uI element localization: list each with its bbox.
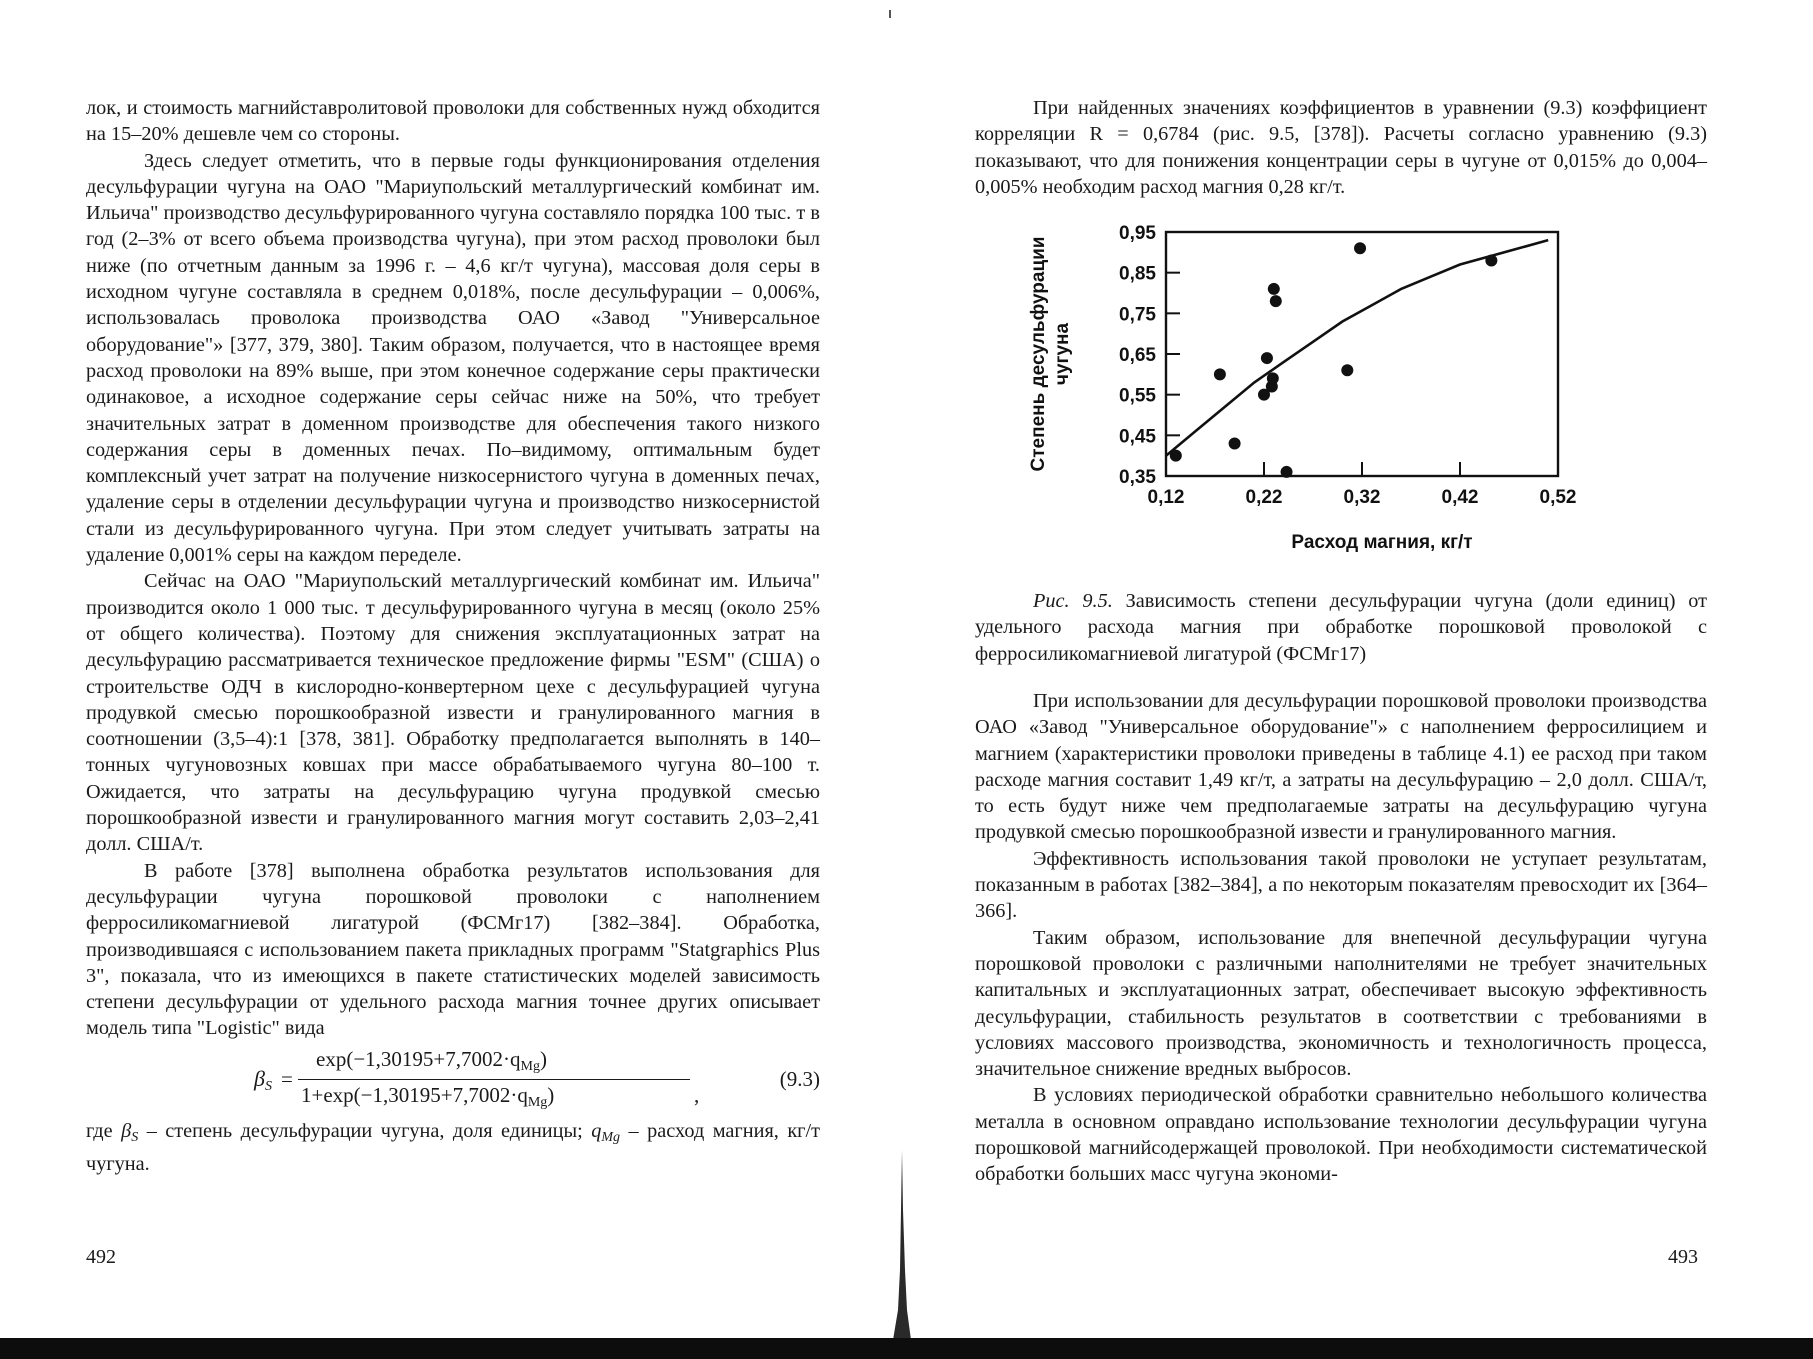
y-axis-label-line2: чугуна — [1052, 322, 1073, 386]
formula-numerator: $\exp(-1,30195+7,7002\cdot q_{Mg})$ — [316, 1046, 547, 1074]
paragraph: При использовании для десульфурации порошковой проволоки производства ОАО «Завод "Универсальное оборудование"» с наполнением ферросилицием и магнием (характеристики проволоки приведены в таблице 4.1) ее расход при таком расходе магния составит 1,49 кг/т, а затраты на десульфурацию – 2,0 долл. США/т, то есть будут ниже чем предполагаемые затраты на десульфурацию чугуна продувкой смесью порошкообразной извести и гранулированного магния. — [975, 690, 1707, 844]
data-point — [1170, 450, 1182, 462]
y-tick-label: 0,95 — [1119, 223, 1156, 244]
y-tick-label: 0,55 — [1119, 385, 1156, 407]
x-tick-label: 0,32 — [1343, 487, 1381, 508]
x-tick-label: 0,52 — [1539, 487, 1577, 508]
plot-frame — [1166, 232, 1558, 476]
chart-svg — [1020, 212, 1670, 582]
y-axis-label-line1: Степень десульфурации — [1028, 236, 1049, 472]
paragraph: В условиях периодической обработки сравнительно небольшого количества металла в основном оправдано использование технологии десульфурации чугуна порошковой магнийсодержащей проволокой. При необходимости систематической обработки больших масс чугуна экономи- — [975, 1084, 1707, 1186]
y-tick-label: 0,85 — [1119, 263, 1156, 285]
data-point — [1261, 352, 1273, 364]
x-axis-label: Расход магния, кг/т — [1291, 532, 1473, 553]
y-tick-label: 0,75 — [1119, 304, 1156, 326]
formula-equals: = — [281, 1066, 293, 1091]
x-tick-label: 0,42 — [1441, 487, 1479, 508]
formula-explanation: где $\beta_S$ – степень десульфурации чугуна, доля единицы; $q_{Mg}$ – расход магния, кг/т чугуна. — [86, 1119, 820, 1175]
y-tick-label: 0,45 — [1119, 426, 1156, 448]
equation-number: (9.3) — [779, 1066, 820, 1091]
data-point — [1485, 254, 1497, 266]
data-point — [1354, 242, 1366, 254]
formula-denominator: $1+\exp(-1,30195+7,7002\cdot q_{Mg})$ — [301, 1082, 555, 1110]
data-point — [1281, 466, 1293, 478]
paragraph: Здесь следует отметить, что в первые годы функционирования отделения десульфурации чугуна на ОАО "Мариупольский металлургический комбинат им. Ильича" производство десульфурированного чугуна составляло порядка 100 тыс. т в год (2–3% от всего объема производства чугуна), при этом расход проволоки был ниже (по отчетным данным за 1996 г. – 4,6 кг/т чугуна), массовая доля серы в исходном чугуне составляла в среднем 0,018%, после десульфурации – 0,006%, использовалась проволока производства ОАО «Завод "Универсальное оборудование"» [377, 379, 380]. Таким образом, получается, что в настоящее время расход проволоки на 89% выше, при этом конечное содержание серы практически одинаковое, а исходное содержание серы сейчас ниже на 50%, что требует значительных затрат в доменном производстве для обеспечения такого низкого содержания серы в доменных печах. По–видимому, оптимальным будет комплексный учет затрат на получение низкосернистого чугуна в доменных печах, удаление серы в отделении десульфурации чугуна и производство низкосернистой стали из десульфурированного чугуна. При этом следует учитывать затраты на удаление 0,001% серы на каждом переделе. — [86, 149, 820, 567]
paragraph: При найденных значениях коэффициентов в уравнении (9.3) коэффициент корреляции R = 0,6784 (рис. 9.5, [378]). Расчеты согласно уравнению (9.3) показывают, что для понижения концентрации серы в чугуне от 0,015% до 0,004–0,005% необходим расход магния 0,28 кг/т. — [975, 97, 1707, 198]
paragraph: лок, и стоимость магнийставролитовой проволоки для собственных нужд обходится на 15–20% дешевле чем со стороны. — [86, 97, 820, 146]
right-page-text — [975, 688, 1707, 1188]
x-tick-label: 0,12 — [1147, 487, 1185, 508]
fraction-bar — [298, 1079, 690, 1081]
book-spine-shadow — [893, 1150, 911, 1340]
paragraph: В работе [378] выполнена обработка результатов использования для десульфурации чугуна порошковой проволоки с наполнением ферросиликомагниевой лигатурой (ФСМг17) [382–384]. Обработка, производившаяся с использованием пакета прикладных программ "Statgraphics Plus 3", показала, что из имеющихся в пакете статистических моделей зависимость степени десульфурации от удельного расхода магния точнее других описывает модель типа "Logistic" вида — [86, 859, 820, 1040]
data-point — [1270, 295, 1282, 307]
figure-9-5-chart — [1020, 212, 1670, 582]
formula-lhs: $\beta_S$ — [254, 1065, 272, 1094]
scan-bottom-edge — [0, 1338, 1813, 1359]
paragraph: Эффективность использования такой проволоки не уступает результатам, показанным в работах [382–384], а по некоторым показателям превосходит их [364–366]. — [975, 847, 1707, 923]
formula-comma: , — [694, 1082, 700, 1107]
caption-label: Рис. 9.5. — [1033, 590, 1113, 612]
left-page-text — [86, 95, 820, 1177]
paragraph: Таким образом, использование для внепечной десульфурации чугуна порошковой проволоки с различными наполнителями не требует значительных капитальных и эксплуатационных затрат, обеспечивает высокую эффективность десульфурации, стабильность результатов в соответствии с требованиями в условиях массового производства, экономичность и технологичность процесса, значительное снижение вредных выбросов. — [975, 926, 1707, 1081]
fit-curve — [1166, 240, 1548, 456]
data-point — [1268, 283, 1280, 295]
formula-9-3 — [86, 1046, 820, 1112]
data-point — [1341, 364, 1353, 376]
data-point — [1267, 372, 1279, 384]
page-number-left: 492 — [86, 1246, 116, 1268]
x-tick-label: 0,22 — [1245, 487, 1283, 508]
page-number-right: 493 — [1668, 1246, 1698, 1268]
left-page — [0, 0, 900, 1359]
right-page-intro — [975, 95, 1707, 200]
data-point — [1229, 437, 1241, 449]
scan-mark — [889, 10, 891, 18]
y-tick-label: 0,65 — [1119, 345, 1156, 366]
figure-caption — [975, 588, 1707, 667]
paragraph: Сейчас на ОАО "Мариупольский металлургический комбинат им. Ильича" производится около 1 000 тыс. т десульфурированного чугуна в месяц (около 25% от общего количества). Поэтому для снижения эксплуатационных затрат на десульфурацию рассматривается техническое предложение фирмы "ESM" (США) о строительстве ОДЧ в кислородно-конвертерном цехе с десульфурацией чугуна продувкой смесью порошкообразной извести и гранулированного магния в соотношении (3,5–4):1 [378, 381]. Обработку предполагается выполнять в 140–тонных чугуновозных ковшах при массе обрабатываемого чугуна 80–100 т. Ожидается, что затраты на десульфурацию чугуна продувкой смесью порошкообразной извести и гранулированного магния могут составить 2,03–2,41 долл. США/т. — [86, 570, 820, 856]
data-point — [1214, 368, 1226, 380]
caption-text: Зависимость степени десульфурации чугуна (доли единиц) от удельного расхода магния при обработке порошковой проволокой с ферросиликомагниевой лигатурой (ФСМг17) — [975, 590, 1707, 665]
y-tick-label: 0,35 — [1119, 467, 1156, 488]
